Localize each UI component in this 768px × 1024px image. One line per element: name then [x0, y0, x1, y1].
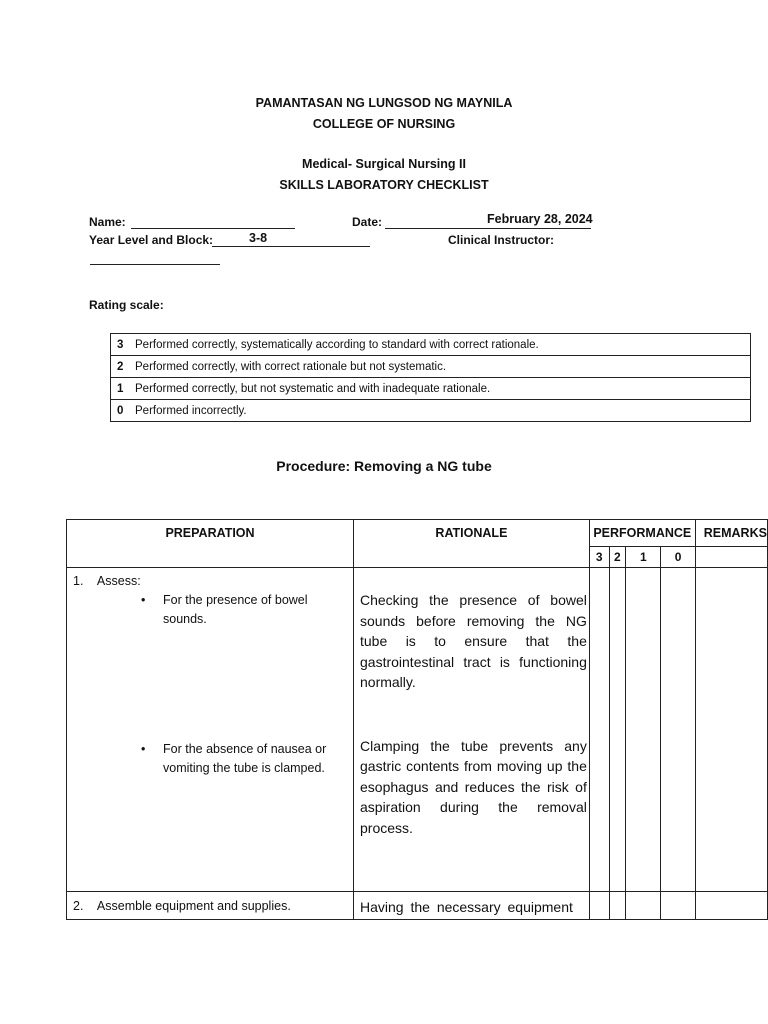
clinical-instructor-field[interactable] [90, 264, 220, 265]
step-2-number: 2. [73, 899, 84, 913]
step-2-preparation [67, 892, 354, 920]
rating-score: 3 [117, 338, 124, 351]
list-item [67, 591, 343, 629]
score-2-cell[interactable] [609, 568, 626, 892]
bullet-icon: • [141, 593, 146, 607]
step-1-label: Assess: [96, 574, 141, 588]
year-block-label: Year Level and Block: [89, 233, 214, 247]
step-2-label: Assemble equipment and supplies. [96, 899, 291, 913]
university-name: PAMANTASAN NG LUNGSOD NG MAYNILA [255, 96, 513, 110]
date-label: Date: [352, 215, 383, 229]
rating-score: 0 [117, 404, 124, 417]
rating-description: Performed incorrectly. [135, 404, 247, 417]
rating-scale-label: Rating scale: [89, 298, 164, 312]
table-row [67, 892, 768, 920]
rating-score: 2 [117, 360, 124, 373]
step-1-preparation [67, 568, 354, 892]
step-1-bullet-2: For the absence of nausea or vomiting the tube is clamped. [163, 742, 327, 775]
college-name: COLLEGE OF NURSING [312, 117, 456, 131]
year-block-value: 3-8 [249, 231, 268, 245]
score-1-cell[interactable] [626, 892, 661, 920]
course-title: Medical- Surgical Nursing II [302, 157, 466, 171]
list-item [67, 740, 353, 778]
rating-description: Performed correctly, with correct rationale but not systematic. [135, 360, 447, 373]
step-2-rationale-text: Having the necessary equipment [360, 899, 573, 915]
date-field[interactable] [385, 228, 591, 229]
step-1-number: 1. [73, 574, 84, 588]
score-3-header: 3 [589, 547, 609, 568]
score-1-header: 1 [626, 547, 661, 568]
step-1-rationale-2: Clamping the tube prevents any gastric contents from moving up the esophagus and reduces the risk of aspiration during the removal process. [360, 737, 587, 836]
rating-score: 1 [117, 382, 124, 395]
procedure-title: Procedure: Removing a NG tube [276, 458, 492, 474]
rating-scale-table [110, 333, 751, 422]
remarks-subheader [695, 547, 767, 568]
rating-description: Performed correctly, systematically according to standard with correct rationale. [135, 338, 539, 351]
checklist-title: SKILLS LABORATORY CHECKLIST [279, 178, 489, 192]
year-block-field[interactable] [212, 246, 370, 247]
preparation-header: PREPARATION [67, 520, 354, 568]
score-3-cell[interactable] [589, 892, 609, 920]
name-label: Name: [89, 215, 126, 229]
name-field[interactable] [131, 228, 295, 229]
step-1-rationale [354, 568, 590, 892]
score-0-cell[interactable] [661, 568, 695, 892]
score-1-cell[interactable] [626, 568, 661, 892]
remarks-header: REMARKS [695, 520, 767, 547]
rating-row [111, 400, 751, 422]
remarks-cell[interactable] [695, 568, 767, 892]
rating-row [111, 356, 751, 378]
score-2-header: 2 [609, 547, 626, 568]
score-0-cell[interactable] [661, 892, 695, 920]
rating-description: Performed correctly, but not systematic and with inadequate rationale. [135, 382, 491, 395]
score-2-cell[interactable] [609, 892, 626, 920]
score-0-header: 0 [661, 547, 695, 568]
remarks-cell[interactable] [695, 892, 767, 920]
procedure-table [66, 519, 768, 920]
step-1-rationale-1: Checking the presence of bowel sounds before removing the NG tube is to ensure that the gastrointestinal tract is functioning normally. [360, 592, 587, 690]
step-1-bullet-1: For the presence of bowel sounds. [163, 593, 308, 626]
rating-row [111, 334, 751, 356]
score-3-cell[interactable] [589, 568, 609, 892]
clinical-instructor-label: Clinical Instructor: [448, 233, 555, 247]
step-2-rationale [354, 892, 590, 920]
date-value: February 28, 2024 [487, 212, 593, 226]
performance-header: PERFORMANCE [589, 520, 695, 547]
rationale-header: RATIONALE [354, 520, 590, 568]
rating-row [111, 378, 751, 400]
bullet-icon: • [141, 742, 146, 756]
table-row [67, 568, 768, 892]
